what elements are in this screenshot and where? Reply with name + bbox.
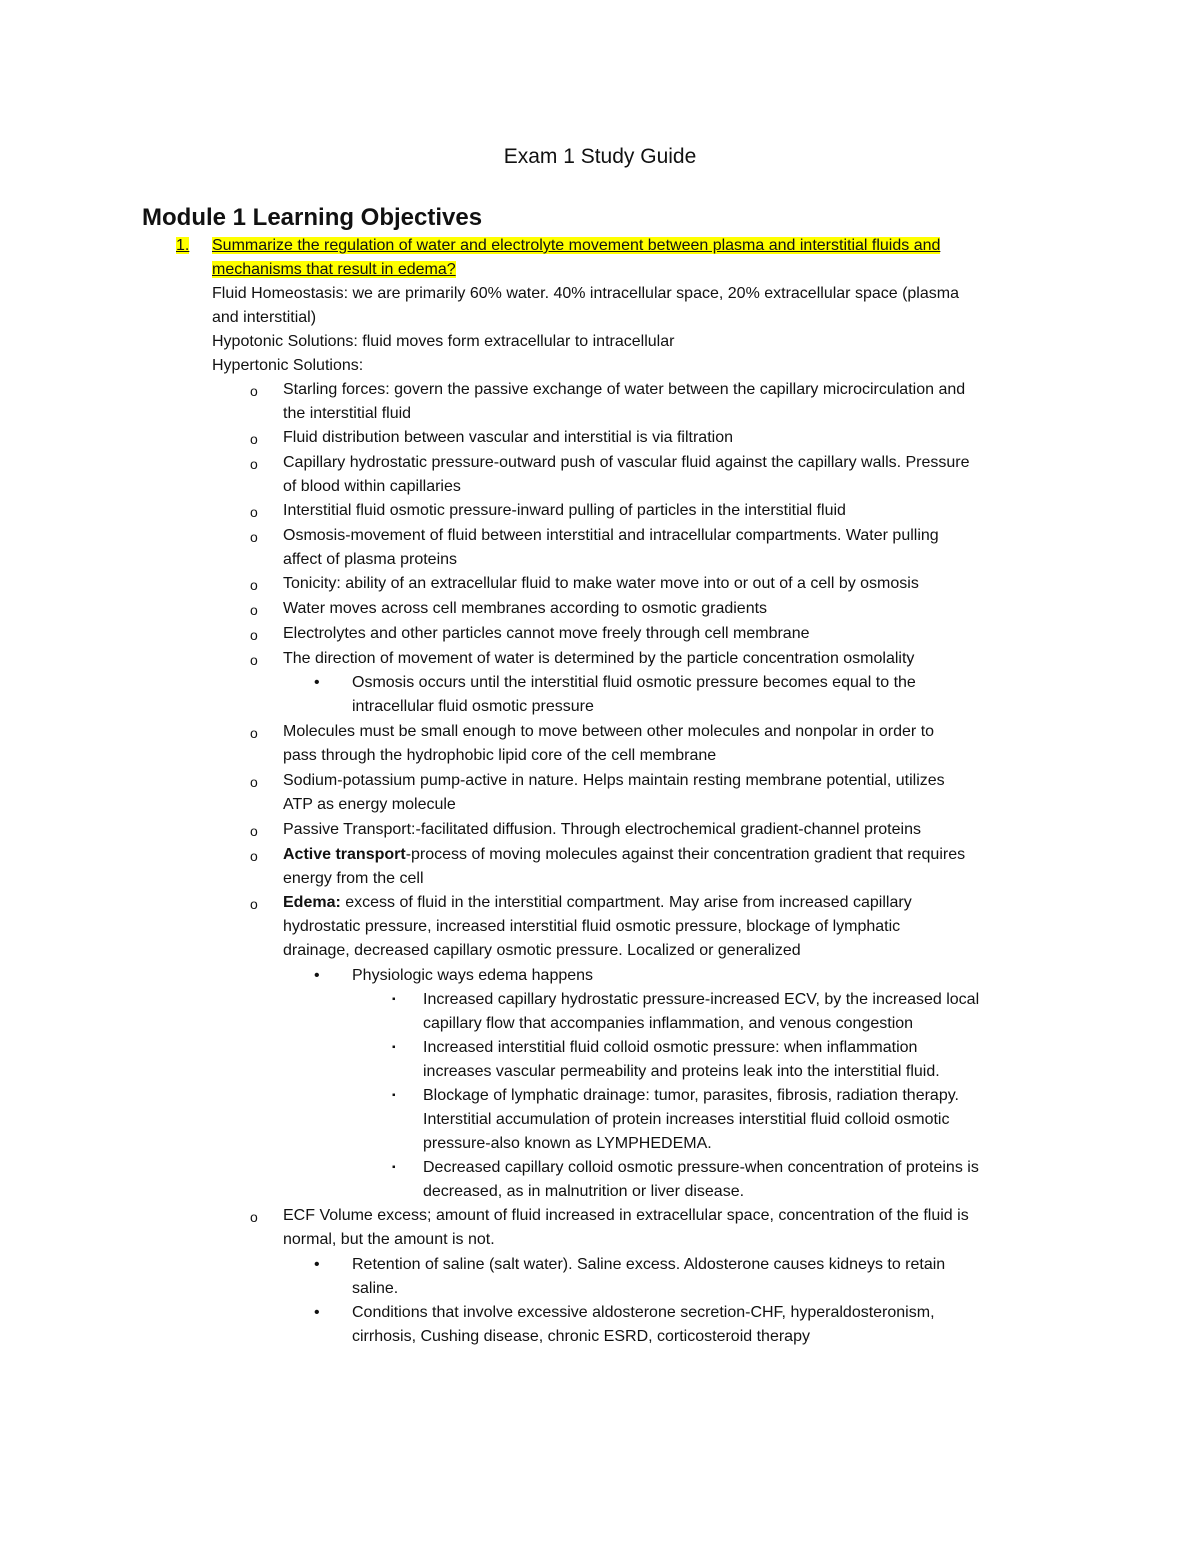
list-item-line: affect of plasma proteins <box>283 551 458 568</box>
list-bullet-square: ▪ <box>392 1090 396 1101</box>
list-bullet-circle: o <box>250 602 258 618</box>
list-bullet-square: ▪ <box>392 1162 396 1173</box>
list-bullet-circle: o <box>250 774 258 790</box>
section-heading: Module 1 Learning Objectives <box>142 204 483 231</box>
list-item-line: of blood within capillaries <box>283 478 461 495</box>
list-bullet-circle: o <box>250 896 258 912</box>
list-item-line: Capillary hydrostatic pressure-outward push of vascular fluid against the capillary walls. Pressure <box>283 454 970 471</box>
list-item-line: ECF Volume excess; amount of fluid increased in extracellular space, concentration of the fluid is <box>283 1207 969 1224</box>
list-item-line: Active transport-process of moving molecules against their concentration gradient that requires <box>283 846 966 863</box>
list-bullet-circle: o <box>250 1209 258 1225</box>
list-item-line: energy from the cell <box>283 870 424 887</box>
list-item-line: the interstitial fluid <box>283 405 412 422</box>
list-item-line: intracellular fluid osmotic pressure <box>352 698 594 715</box>
list-bullet-circle: o <box>250 431 258 447</box>
list-bullet-circle: o <box>250 823 258 839</box>
list-item-line: Tonicity: ability of an extracellular fluid to make water move into or out of a cell by osmosis <box>283 575 919 592</box>
list-bullet-circle: o <box>250 725 258 741</box>
list-bullet-square: ▪ <box>392 1042 396 1053</box>
text-line: Hypertonic Solutions: <box>212 357 364 374</box>
list-item-line: Increased interstitial fluid colloid osmotic pressure: when inflammation <box>423 1039 918 1056</box>
list-item-line: Fluid distribution between vascular and interstitial is via filtration <box>283 429 733 446</box>
list-item-line: ATP as energy molecule <box>283 796 456 813</box>
list-item-line: pass through the hydrophobic lipid core of the cell membrane <box>283 747 717 764</box>
list-item-line: Molecules must be small enough to move between other molecules and nonpolar in order to <box>283 723 935 740</box>
list-item-line: Retention of saline (salt water). Saline excess. Aldosterone causes kidneys to retain <box>352 1256 946 1273</box>
objective-line: Summarize the regulation of water and electrolyte movement between plasma and interstitial fluids and <box>212 237 941 254</box>
document-title: Exam 1 Study Guide <box>503 145 697 168</box>
objective-number: 1. <box>176 237 190 254</box>
list-item-line: Increased capillary hydrostatic pressure-increased ECV, by the increased local <box>423 991 980 1008</box>
list-item-line: Edema: excess of fluid in the interstitial compartment. May arise from increased capillary <box>283 894 912 911</box>
list-item-line: The direction of movement of water is determined by the particle concentration osmolality <box>283 650 915 667</box>
list-bullet-dot: • <box>314 967 320 984</box>
bold-term: Active transport <box>283 846 406 863</box>
list-item-line: Starling forces: govern the passive exchange of water between the capillary microcirculation and <box>283 381 966 398</box>
list-bullet-square: ▪ <box>392 994 396 1005</box>
list-item-line: normal, but the amount is not. <box>283 1231 495 1248</box>
list-bullet-circle: o <box>250 383 258 399</box>
list-item-line: Electrolytes and other particles cannot move freely through cell membrane <box>283 625 810 642</box>
list-item-line: Decreased capillary colloid osmotic pressure-when concentration of proteins is <box>423 1159 979 1176</box>
objective-line: mechanisms that result in edema? <box>212 261 456 278</box>
list-item-line: hydrostatic pressure, increased interstitial fluid osmotic pressure, blockage of lymphatic <box>283 918 901 935</box>
list-item-line: Interstitial accumulation of protein increases interstitial fluid colloid osmotic <box>423 1111 950 1128</box>
list-item-line: Osmosis-movement of fluid between interstitial and intracellular compartments. Water pulling <box>283 527 939 544</box>
bold-term: Edema: <box>283 894 341 911</box>
list-item-line: drainage, decreased capillary osmotic pressure. Localized or generalized <box>283 942 801 959</box>
list-bullet-circle: o <box>250 652 258 668</box>
list-bullet-circle: o <box>250 627 258 643</box>
list-bullet-circle: o <box>250 504 258 520</box>
list-bullet-circle: o <box>250 456 258 472</box>
list-item-line: capillary flow that accompanies inflammation, and venous congestion <box>423 1015 914 1032</box>
list-item-line: Sodium-potassium pump-active in nature. Helps maintain resting membrane potential, utilizes <box>283 772 945 789</box>
list-bullet-dot: • <box>314 1256 320 1273</box>
list-item-line: Water moves across cell membranes according to osmotic gradients <box>283 600 768 617</box>
list-item-line: pressure-also known as LYMPHEDEMA. <box>423 1135 712 1152</box>
list-bullet-circle: o <box>250 848 258 864</box>
text-line: Hypotonic Solutions: fluid moves form extracellular to intracellular <box>212 333 675 350</box>
list-item-line: Blockage of lymphatic drainage: tumor, parasites, fibrosis, radiation therapy. <box>423 1087 959 1104</box>
list-item-line: decreased, as in malnutrition or liver disease. <box>423 1183 745 1200</box>
list-bullet-dot: • <box>314 1304 320 1321</box>
list-item-line: Conditions that involve excessive aldosterone secretion-CHF, hyperaldosteronism, <box>352 1304 935 1321</box>
list-item-line: Physiologic ways edema happens <box>352 967 594 984</box>
list-bullet-circle: o <box>250 529 258 545</box>
list-bullet-dot: • <box>314 674 320 691</box>
list-item-line: saline. <box>352 1280 399 1297</box>
list-item-line: Passive Transport:-facilitated diffusion. Through electrochemical gradient-channel proteins <box>283 821 921 838</box>
list-item-line: increases vascular permeability and proteins leak into the interstitial fluid. <box>423 1063 940 1080</box>
text-line: and interstitial) <box>212 309 317 326</box>
text-line: Fluid Homeostasis: we are primarily 60% water. 40% intracellular space, 20% extracellular space (plasma <box>212 285 959 302</box>
list-item-line: Osmosis occurs until the interstitial fluid osmotic pressure becomes equal to the <box>352 674 916 691</box>
list-item-line: Interstitial fluid osmotic pressure-inward pulling of particles in the interstitial fluid <box>283 502 846 519</box>
list-item-line: cirrhosis, Cushing disease, chronic ESRD, corticosteroid therapy <box>352 1328 810 1345</box>
list-bullet-circle: o <box>250 577 258 593</box>
